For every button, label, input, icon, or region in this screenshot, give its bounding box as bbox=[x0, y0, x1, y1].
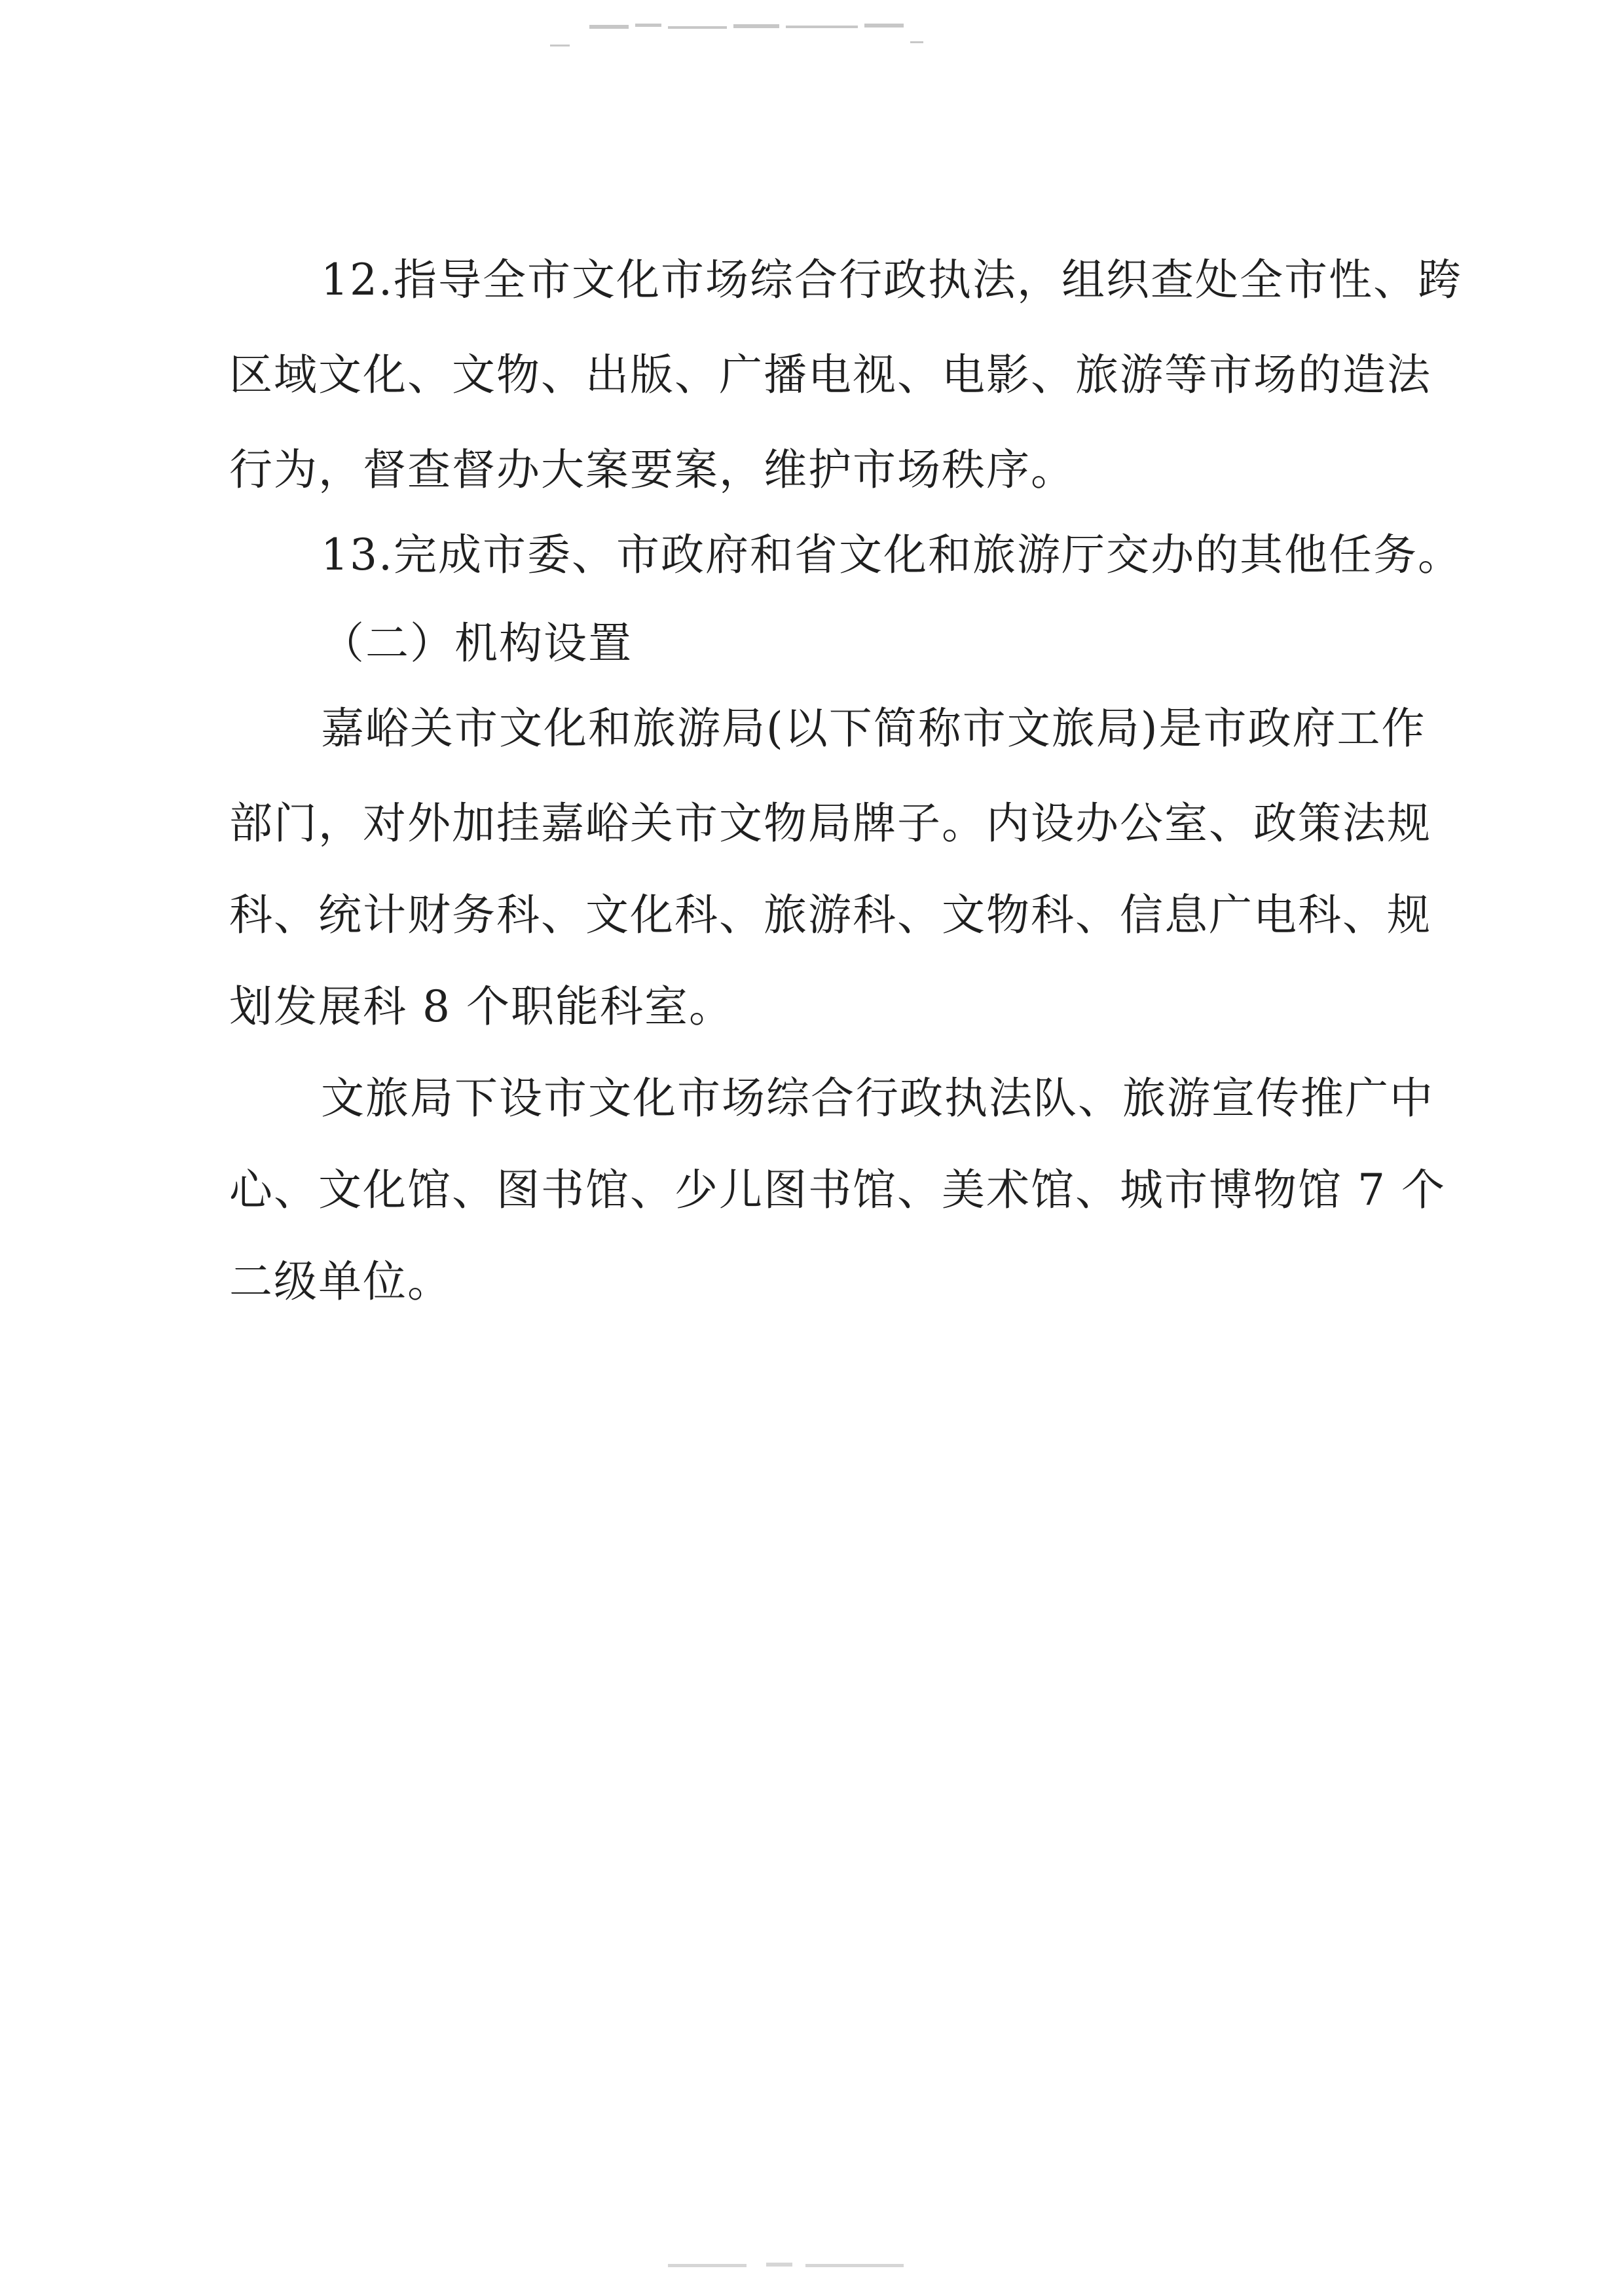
paragraph-bureau-line-1: 嘉峪关市文化和旅游局(以下简称市文旅局)是市政府工作 bbox=[321, 703, 1426, 754]
paragraph-units-line-1: 文旅局下设市文化市场综合行政执法队、旅游宣传推广中 bbox=[321, 1073, 1434, 1123]
paragraph-bureau-line-3: 科、统计财务科、文化科、旅游科、文物科、信息广电科、规 bbox=[229, 890, 1431, 940]
section-heading-institution: （二）机构设置 bbox=[321, 618, 633, 668]
scan-artifact-bottom bbox=[655, 2252, 982, 2278]
paragraph-units-line-3: 二级单位。 bbox=[229, 1256, 452, 1307]
paragraph-12-line-3: 行为，督查督办大案要案，维护市场秩序。 bbox=[229, 445, 1075, 495]
paragraph-bureau-line-2: 部门，对外加挂嘉峪关市文物局牌子。内设办公室、政策法规 bbox=[229, 798, 1431, 848]
paragraph-units-line-2: 心、文化馆、图书馆、少儿图书馆、美术馆、城市博物馆 7 个 bbox=[229, 1165, 1446, 1215]
paragraph-bureau-line-4: 划发展科 8 个职能科室。 bbox=[229, 981, 733, 1032]
paragraph-13: 13.完成市委、市政府和省文化和旅游厅交办的其他任务。 bbox=[321, 530, 1462, 580]
paragraph-12-line-1: 12.指导全市文化市场综合行政执法，组织查处全市性、跨 bbox=[321, 255, 1462, 305]
paragraph-12-line-2: 区域文化、文物、出版、广播电视、电影、旅游等市场的造法 bbox=[229, 350, 1431, 400]
scan-artifact-top bbox=[537, 12, 956, 51]
